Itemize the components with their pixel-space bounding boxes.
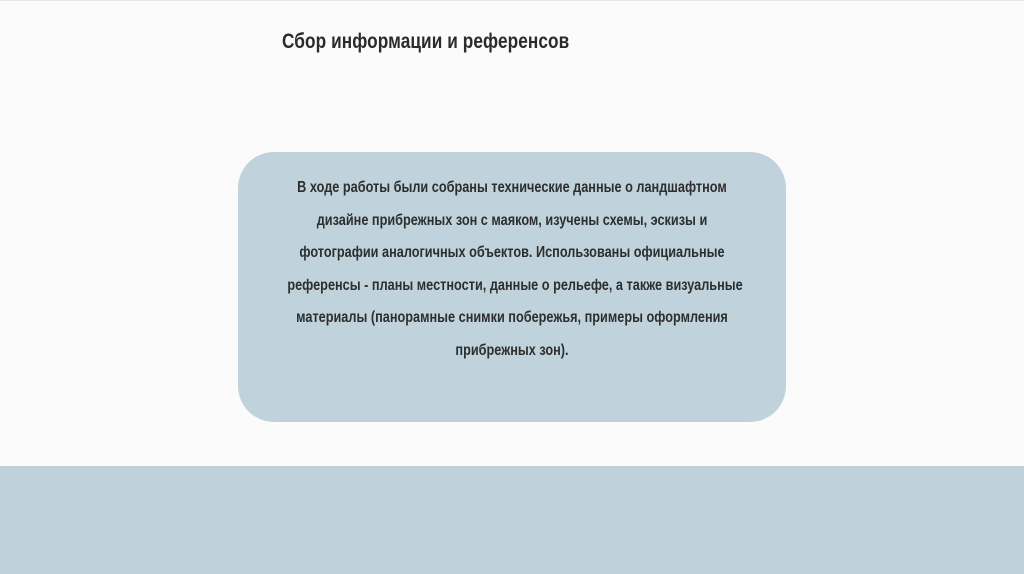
bottom-decorative-band	[0, 466, 1024, 574]
slide-title: Сбор информации и референсов	[282, 30, 570, 53]
top-divider	[0, 0, 1024, 1]
card-text-line: дизайне прибрежных зон с маяком, изучены схемы, эскизы и	[316, 211, 708, 229]
card-body-text	[238, 172, 786, 367]
card-text-line: материалы (панорамные снимки побережья, примеры оформления	[296, 309, 728, 326]
content-card	[238, 152, 786, 422]
card-text-line: фотографии аналогичных объектов. Использованы официальные	[299, 244, 725, 261]
card-text-line: В ходе работы были собраны технические данные о ландшафтном	[297, 179, 727, 196]
card-text-line: прибрежных зон).	[455, 341, 569, 359]
card-text-line: референсы - планы местности, данные о рельефе, а также визуальные	[287, 276, 743, 294]
